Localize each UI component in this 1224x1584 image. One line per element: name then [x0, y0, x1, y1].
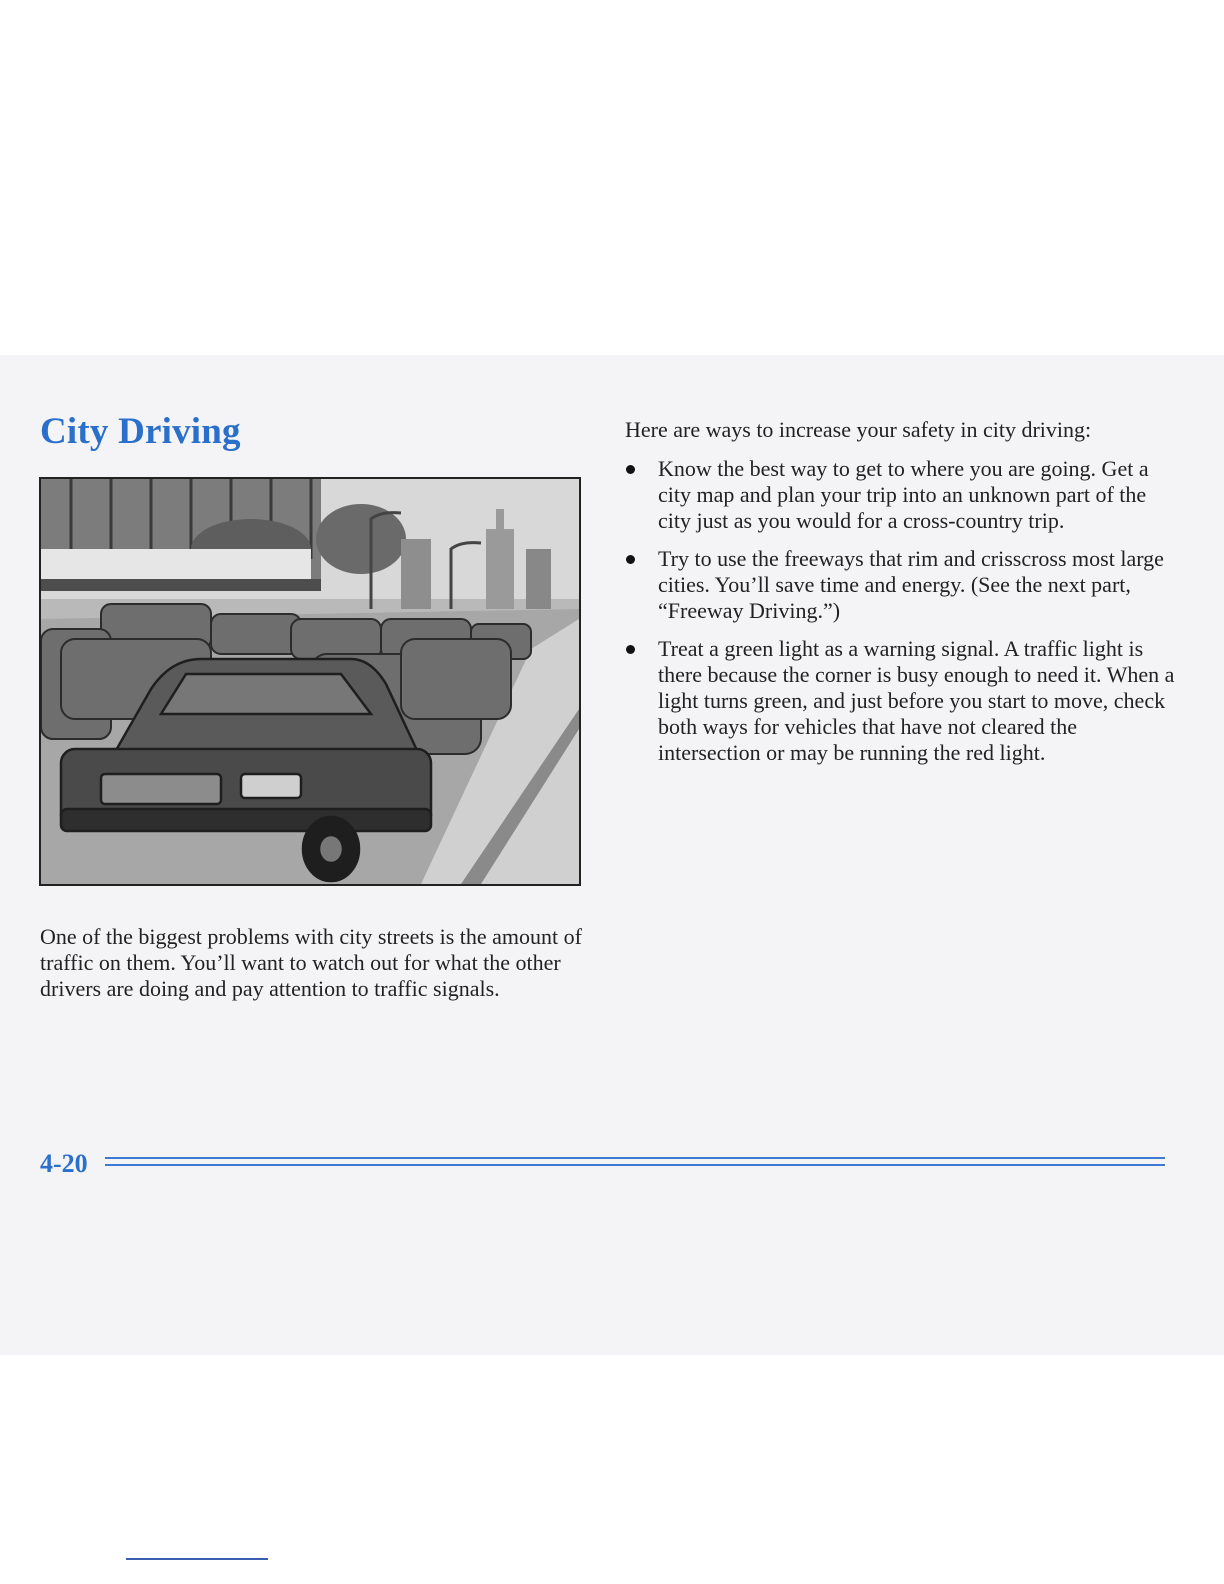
safety-intro: Here are ways to increase your safety in city driving:: [625, 417, 1092, 442]
bullet-icon: [626, 465, 635, 474]
page-number: 4-20: [40, 1149, 88, 1178]
bullet-icon: [626, 555, 635, 564]
page-title: City Driving: [40, 411, 241, 452]
footer-rule: [105, 1164, 1165, 1166]
list-item: [625, 636, 1180, 766]
intro-paragraph: One of the biggest problems with city streets is the amount of traffic on them. You’ll want to watch out for what the other drivers are doing and pay attention to traffic signals.: [40, 924, 582, 1001]
footer-rule: [105, 1157, 1165, 1159]
city-traffic-illustration: [39, 477, 581, 886]
bullet-icon: [626, 645, 635, 654]
list-item-text: Know the best way to get to where you are going. Get a city map and plan your trip into an unknown part of the city just as you would for a cross-country trip.: [658, 456, 1149, 533]
list-item-text: Try to use the freeways that rim and crisscross most large cities. You’ll save time and energy. (See the next part, “Freeway Driving.”): [658, 546, 1164, 623]
safety-tips-list: [625, 456, 1180, 778]
list-item-text: Treat a green light as a warning signal. A traffic light is there because the corner is busy enough to need it. When a light turns green, and just before you start to move, check both ways for vehicles that have not cleared the intersection or may be running the red light.: [658, 636, 1175, 765]
list-item: [625, 546, 1180, 624]
bottom-underline: [126, 1558, 268, 1560]
list-item: [625, 456, 1180, 534]
